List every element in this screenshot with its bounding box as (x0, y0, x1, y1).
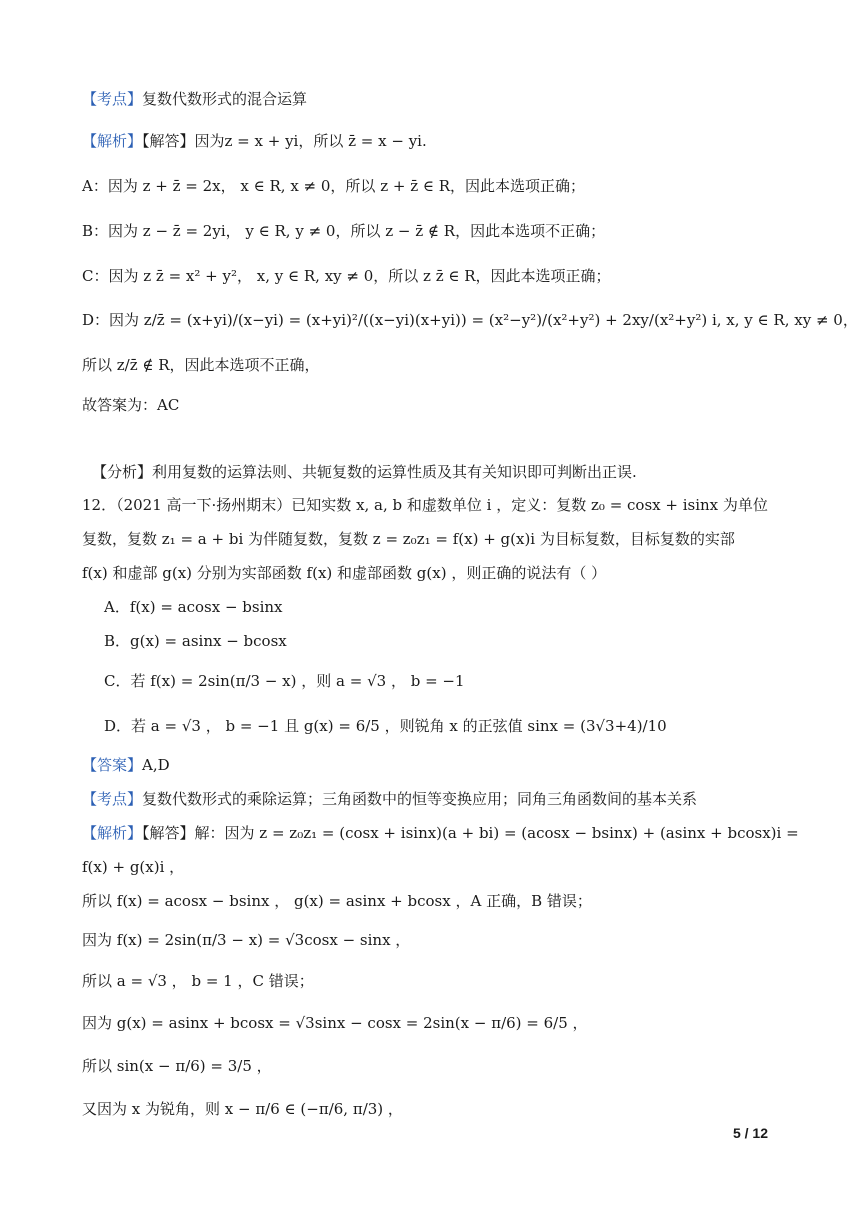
option-d: D．若 a = √3 ， b = −1 且 g(x) = 6/5 ，则锐角 x 的正弦值 sinx = (3√3+4)/10 (104, 717, 667, 735)
question-12-stem-3: f(x) 和虚部 g(x) 分别为实部函数 f(x) 和虚部函数 g(x) ，则正确的说法有（ ） (82, 564, 607, 582)
jiexi-line-11 (82, 131, 427, 151)
jiexi-text-6: 因为 g(x) = asinx + bcosx = √3sinx − cosx = 2sin(x − π/6) = 6/5 ， (82, 1014, 588, 1032)
jiexi-text-3: 所以 f(x) = acosx − bsinx ， g(x) = asinx + bcosx ，A 正确，B 错误； (82, 892, 592, 910)
page-number: 5 / 12 (732, 1125, 768, 1141)
jiexi-text-8: 又因为 x 为锐角，则 x − π/6 ∈ (−π/6, π/3) ， (82, 1100, 403, 1118)
option-c-analysis: C：因为 z z̄ = x² + y²， x, y ∈ R, xy ≠ 0，所以 z z̄ ∈ R，因此本选项正确； (82, 267, 611, 285)
option-a: A．f(x) = acosx − bsinx (104, 598, 283, 616)
jiexi-text: 【解答】因为z = x + yi，所以 z̄ = x − yi. (142, 132, 427, 150)
fenxi-line: 【分析】利用复数的运算法则、共轭复数的运算性质及其有关知识即可判断出正误. (92, 463, 637, 481)
jiexi-text-2: f(x) + g(x)i ， (82, 858, 185, 876)
option-d-analysis: D：因为 z/z̄ = (x+yi)/(x−yi) = (x+yi)²/((x−yi)(x+yi)) = (x²−y²)/(x²+y²) + 2xy/(x²+y²) i, x, y ∈ R, xy ≠ 0， (82, 311, 858, 329)
option-b: B．g(x) = asinx − bcosx (104, 632, 287, 650)
option-c: C．若 f(x) = 2sin(π/3 − x) ，则 a = √3 ， b = −1 (104, 672, 465, 690)
kaodian-text: 复数代数形式的乘除运算；三角函数中的恒等变换应用；同角三角函数间的基本关系 (142, 790, 698, 808)
jiexi-tag: 【解析】 (82, 132, 143, 150)
question-12-stem-1: 12．（2021 高一下·扬州期末）已知实数 x, a, b 和虚数单位 i ，定义：复数 z₀ = cosx + isinx 为单位 (82, 496, 768, 514)
question-12-stem-2: 复数，复数 z₁ = a + bi 为伴随复数，复数 z = z₀z₁ = f(x) + g(x)i 为目标复数，目标复数的实部 (82, 530, 735, 548)
jiexi-text-7: 所以 sin(x − π/6) = 3/5 ， (82, 1057, 272, 1075)
answer-text: A,D (142, 756, 170, 774)
kaodian-tag: 【考点】 (82, 790, 143, 808)
answer-line-12 (82, 755, 170, 775)
kaodian-text: 复数代数形式的混合运算 (142, 90, 308, 108)
kaodian-line-11 (82, 89, 307, 109)
option-b-analysis: B：因为 z − z̄ = 2yi， y ∈ R, y ≠ 0，所以 z − z̄ ∉ R，因此本选项不正确； (82, 222, 606, 240)
kaodian-line-12 (82, 789, 697, 809)
answer-line: 故答案为：AC (82, 396, 180, 414)
conclusion-line: 所以 z/z̄ ∉ R，因此本选项不正确， (82, 356, 320, 374)
jiexi-line-12 (82, 823, 799, 843)
jiexi-text-5: 所以 a = √3 ， b = 1 ，C 错误； (82, 972, 314, 990)
jiexi-text-4: 因为 f(x) = 2sin(π/3 − x) = √3cosx − sinx ， (82, 931, 411, 949)
option-a-analysis: A：因为 z + z̄ = 2x， x ∈ R, x ≠ 0，所以 z + z̄ ∈ R，因此本选项正确； (82, 177, 586, 195)
jiexi-text-1: 【解答】解：因为 z = z₀z₁ = (cosx + isinx)(a + bi) = (acosx − bsinx) + (asinx + bcosx)i = (142, 824, 799, 842)
jiexi-tag: 【解析】 (82, 824, 143, 842)
answer-tag: 【答案】 (82, 756, 143, 774)
kaodian-tag: 【考点】 (82, 90, 143, 108)
